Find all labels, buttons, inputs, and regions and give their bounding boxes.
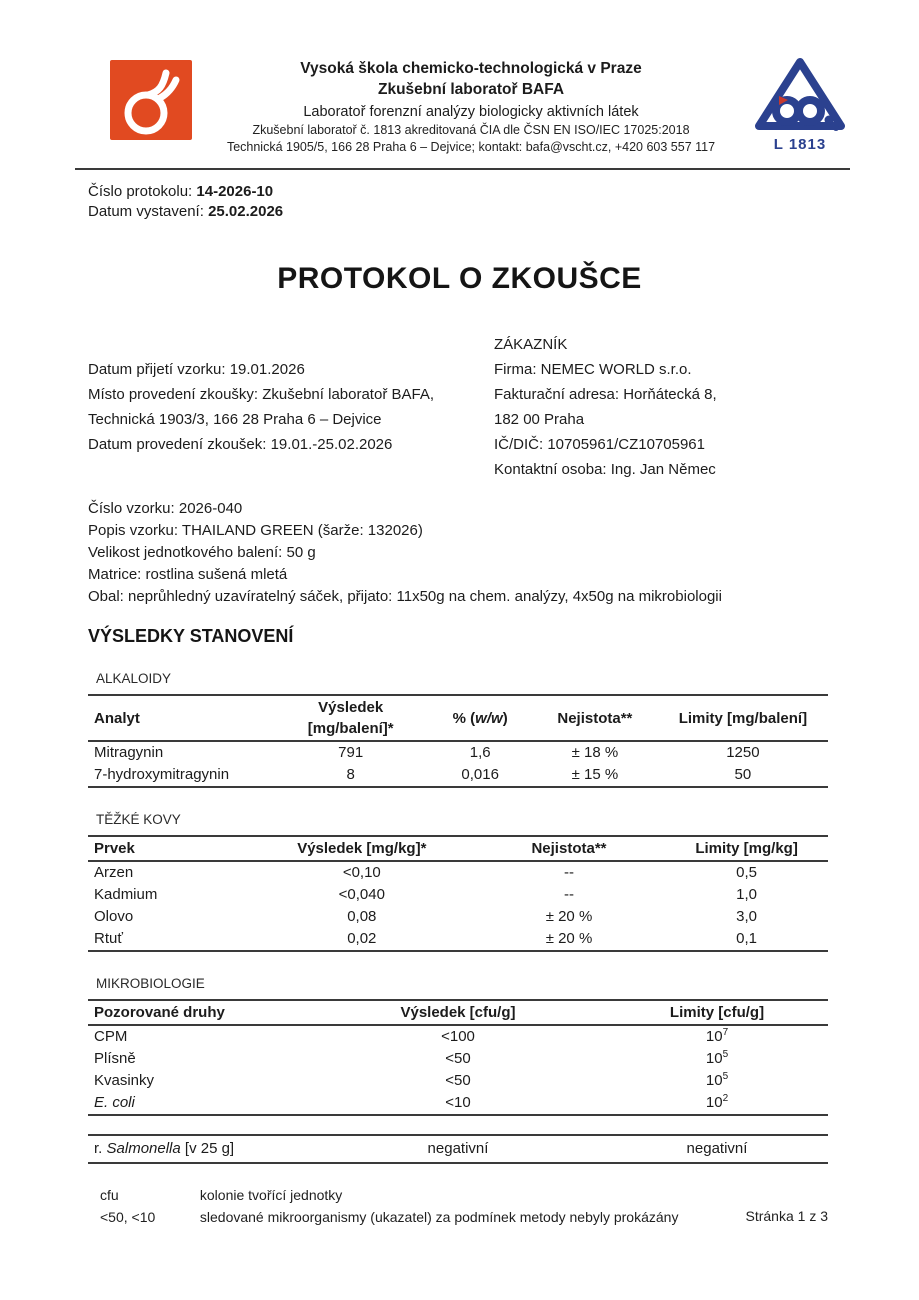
section-label-heavy-metals: TĚŽKÉ KOVY (96, 812, 181, 827)
table-cell: <100 (441, 1028, 475, 1045)
table-header-cell: Výsledek [cfu/g] (310, 1000, 606, 1025)
test-info-column (88, 332, 494, 482)
table-cell: $10^7$ (705, 1027, 729, 1045)
table-cell: <0,10 (342, 864, 381, 881)
issue-date-label: Datum vystavení: (88, 203, 204, 220)
table-row (88, 884, 828, 906)
issue-date-value: 25.02.2026 (208, 203, 284, 220)
cia-accreditation-mark (750, 56, 850, 153)
table-cell: <50 (445, 1072, 471, 1089)
salmonella-table (88, 1134, 828, 1164)
alkaloids-table (88, 694, 828, 788)
table-header-cell: Nejistota** (473, 836, 665, 861)
table-header-cell: Prvek (88, 836, 251, 861)
accreditation-number: L 1813 (773, 136, 827, 153)
test-place-line: Místo provedení zkoušky: Zkušební laboratoř BAFA, (88, 386, 434, 403)
table-header-cell: Pozorované druhy (88, 1000, 310, 1025)
document-title: PROTOKOL O ZKOUŠCE (277, 262, 642, 295)
customer-address-line: Fakturační adresa: Horňátecká 8, (494, 386, 717, 403)
accreditation-line: Zkušební laboratoř č. 1813 akreditovaná ČIA dle ČSN EN ISO/IEC 17025:2018 (252, 123, 690, 137)
table-row (88, 861, 828, 884)
customer-contact-line: Kontaktní osoba: Ing. Jan Němec (494, 461, 716, 478)
table-cell: 8 (346, 766, 355, 783)
table-header-cell: Výsledek [mg/balení]* (273, 695, 428, 741)
table-cell: <50 (445, 1050, 471, 1067)
table-cell: ± 18 % (571, 744, 619, 761)
table-cell: Kadmium (94, 886, 158, 903)
customer-city-line: 182 00 Praha (494, 411, 585, 428)
table-cell: $10^2$ (705, 1093, 729, 1111)
table-row (88, 1048, 828, 1070)
protocol-number-label: Číslo protokolu: (88, 183, 193, 200)
section-label-alkaloids: ALKALOIDY (96, 671, 172, 686)
protocol-number-value: 14-2026-10 (196, 183, 274, 200)
table-row (88, 906, 828, 928)
table-header-row (88, 1000, 828, 1025)
table-row (88, 741, 828, 764)
table-cell: Olovo (94, 908, 134, 925)
heavy-metals-table (88, 835, 828, 952)
letterhead (75, 56, 850, 170)
table-cell: Arzen (94, 864, 134, 881)
salmonella-result-cell: negativní (427, 1140, 489, 1157)
customer-heading: ZÁKAZNÍK (494, 336, 568, 353)
sample-number-line: Číslo vzorku: 2026-040 (88, 500, 243, 517)
results-heading: VÝSLEDKY STANOVENÍ (88, 626, 294, 646)
table-cell: Plísně (94, 1050, 136, 1067)
table-cell: <10 (445, 1094, 471, 1111)
table-cell: 0,1 (736, 930, 758, 947)
table-header-cell: % (w/w) (428, 695, 532, 741)
lab-name: Zkušební laboratoř BAFA (377, 81, 565, 98)
customer-column (494, 332, 919, 482)
table-cell: 1250 (726, 744, 760, 761)
table-cell: 0,08 (347, 908, 377, 925)
table-cell: $10^5$ (705, 1071, 729, 1089)
footnote-definition: sledované mikroorganismy (ukazatel) za podmínek metody nebyly prokázány (199, 1209, 679, 1225)
lab-full-name: Laboratoř forenzní analýzy biologicky aktivních látek (303, 104, 639, 120)
table-header-cell: Analyt (88, 695, 273, 741)
footnote-definition: kolonie tvořící jednotky (199, 1187, 343, 1203)
table-header-cell: Výsledek [mg/kg]* (251, 836, 473, 861)
table-header-row (88, 695, 828, 741)
sample-description-line: Popis vzorku: THAILAND GREEN (šarže: 132026) (88, 522, 423, 539)
customer-id-line: IČ/DIČ: 10705961/CZ10705961 (494, 436, 705, 453)
protocol-meta (88, 182, 919, 222)
table-cell: 3,0 (736, 908, 758, 925)
sample-matrix-line: Matrice: rostlina sušená mletá (88, 566, 288, 583)
table-cell: 1,6 (469, 744, 491, 761)
footnote-line (100, 1184, 919, 1206)
table-cell: E. coli (94, 1094, 135, 1111)
table-cell: 0,016 (461, 766, 499, 783)
microbiology-table (88, 999, 828, 1116)
customer-company-line: Firma: NEMEC WORLD s.r.o. (494, 361, 692, 378)
footnote-term: <50, <10 (100, 1209, 156, 1225)
table-cell: Kvasinky (94, 1072, 155, 1089)
issue-date-line (88, 202, 919, 222)
table-header-cell: Limity [mg/balení] (658, 695, 828, 741)
table-cell: 1,0 (736, 886, 758, 903)
test-dates-line: Datum provedení zkoušek: 19.01.-25.02.2026 (88, 436, 393, 453)
table-row (88, 1070, 828, 1092)
table-row (88, 764, 828, 787)
cia-logo-icon (754, 56, 846, 136)
table-header-cell: Nejistota** (532, 695, 658, 741)
table-header-cell: Limity [cfu/g] (606, 1000, 828, 1025)
table-cell: 0,5 (736, 864, 758, 881)
letterhead-text (192, 56, 750, 156)
table-cell: ± 20 % (545, 930, 593, 947)
receipt-date-line: Datum přijetí vzorku: 19.01.2026 (88, 361, 305, 378)
table-cell: 50 (734, 766, 752, 783)
contact-line: Technická 1905/5, 166 28 Praha 6 – Dejvice; kontakt: bafa@vscht.cz, +420 603 557 117 (226, 140, 716, 154)
table-cell: CPM (94, 1028, 128, 1045)
info-columns (88, 332, 919, 482)
salmonella-label-cell: r. Salmonella [v 25 g] (94, 1140, 235, 1157)
table-cell: -- (563, 864, 574, 881)
table-row (88, 1135, 828, 1163)
sample-packaging-line: Obal: neprůhledný uzavíratelný sáček, přijato: 11x50g na chem. analýzy, 4x50g na mikrobiologii (88, 588, 722, 605)
section-label-microbiology: MIKROBIOLOGIE (96, 976, 205, 991)
table-row (88, 928, 828, 951)
table-cell: ± 20 % (545, 908, 593, 925)
table-row (88, 1092, 828, 1115)
protocol-number-line (88, 182, 919, 202)
sample-package-size-line: Velikost jednotkového balení: 50 g (88, 544, 316, 561)
table-cell: Rtuť (94, 930, 123, 947)
org-name: Vysoká škola chemicko-technologická v Praze (300, 60, 642, 77)
vscht-logo (110, 60, 192, 144)
table-cell: ± 15 % (571, 766, 619, 783)
page-number: Stránka 1 z 3 (745, 1208, 828, 1224)
table-header-row (88, 836, 828, 861)
vscht-flask-icon (110, 60, 192, 140)
table-cell: Mitragynin (94, 744, 164, 761)
table-cell: 7-hydroxymitragynin (94, 766, 230, 783)
table-cell: 0,02 (347, 930, 377, 947)
table-cell: 791 (338, 744, 364, 761)
table-cell: <0,040 (338, 886, 385, 903)
test-place-address-line: Technická 1903/3, 166 28 Praha 6 – Dejvice (88, 411, 382, 428)
sample-info (88, 498, 919, 608)
table-header-cell: Limity [mg/kg] (665, 836, 828, 861)
table-row (88, 1025, 828, 1048)
salmonella-limit-cell: negativní (686, 1140, 748, 1157)
table-cell: -- (563, 886, 574, 903)
footnote-term: cfu (100, 1187, 119, 1203)
table-cell: $10^5$ (705, 1049, 729, 1067)
